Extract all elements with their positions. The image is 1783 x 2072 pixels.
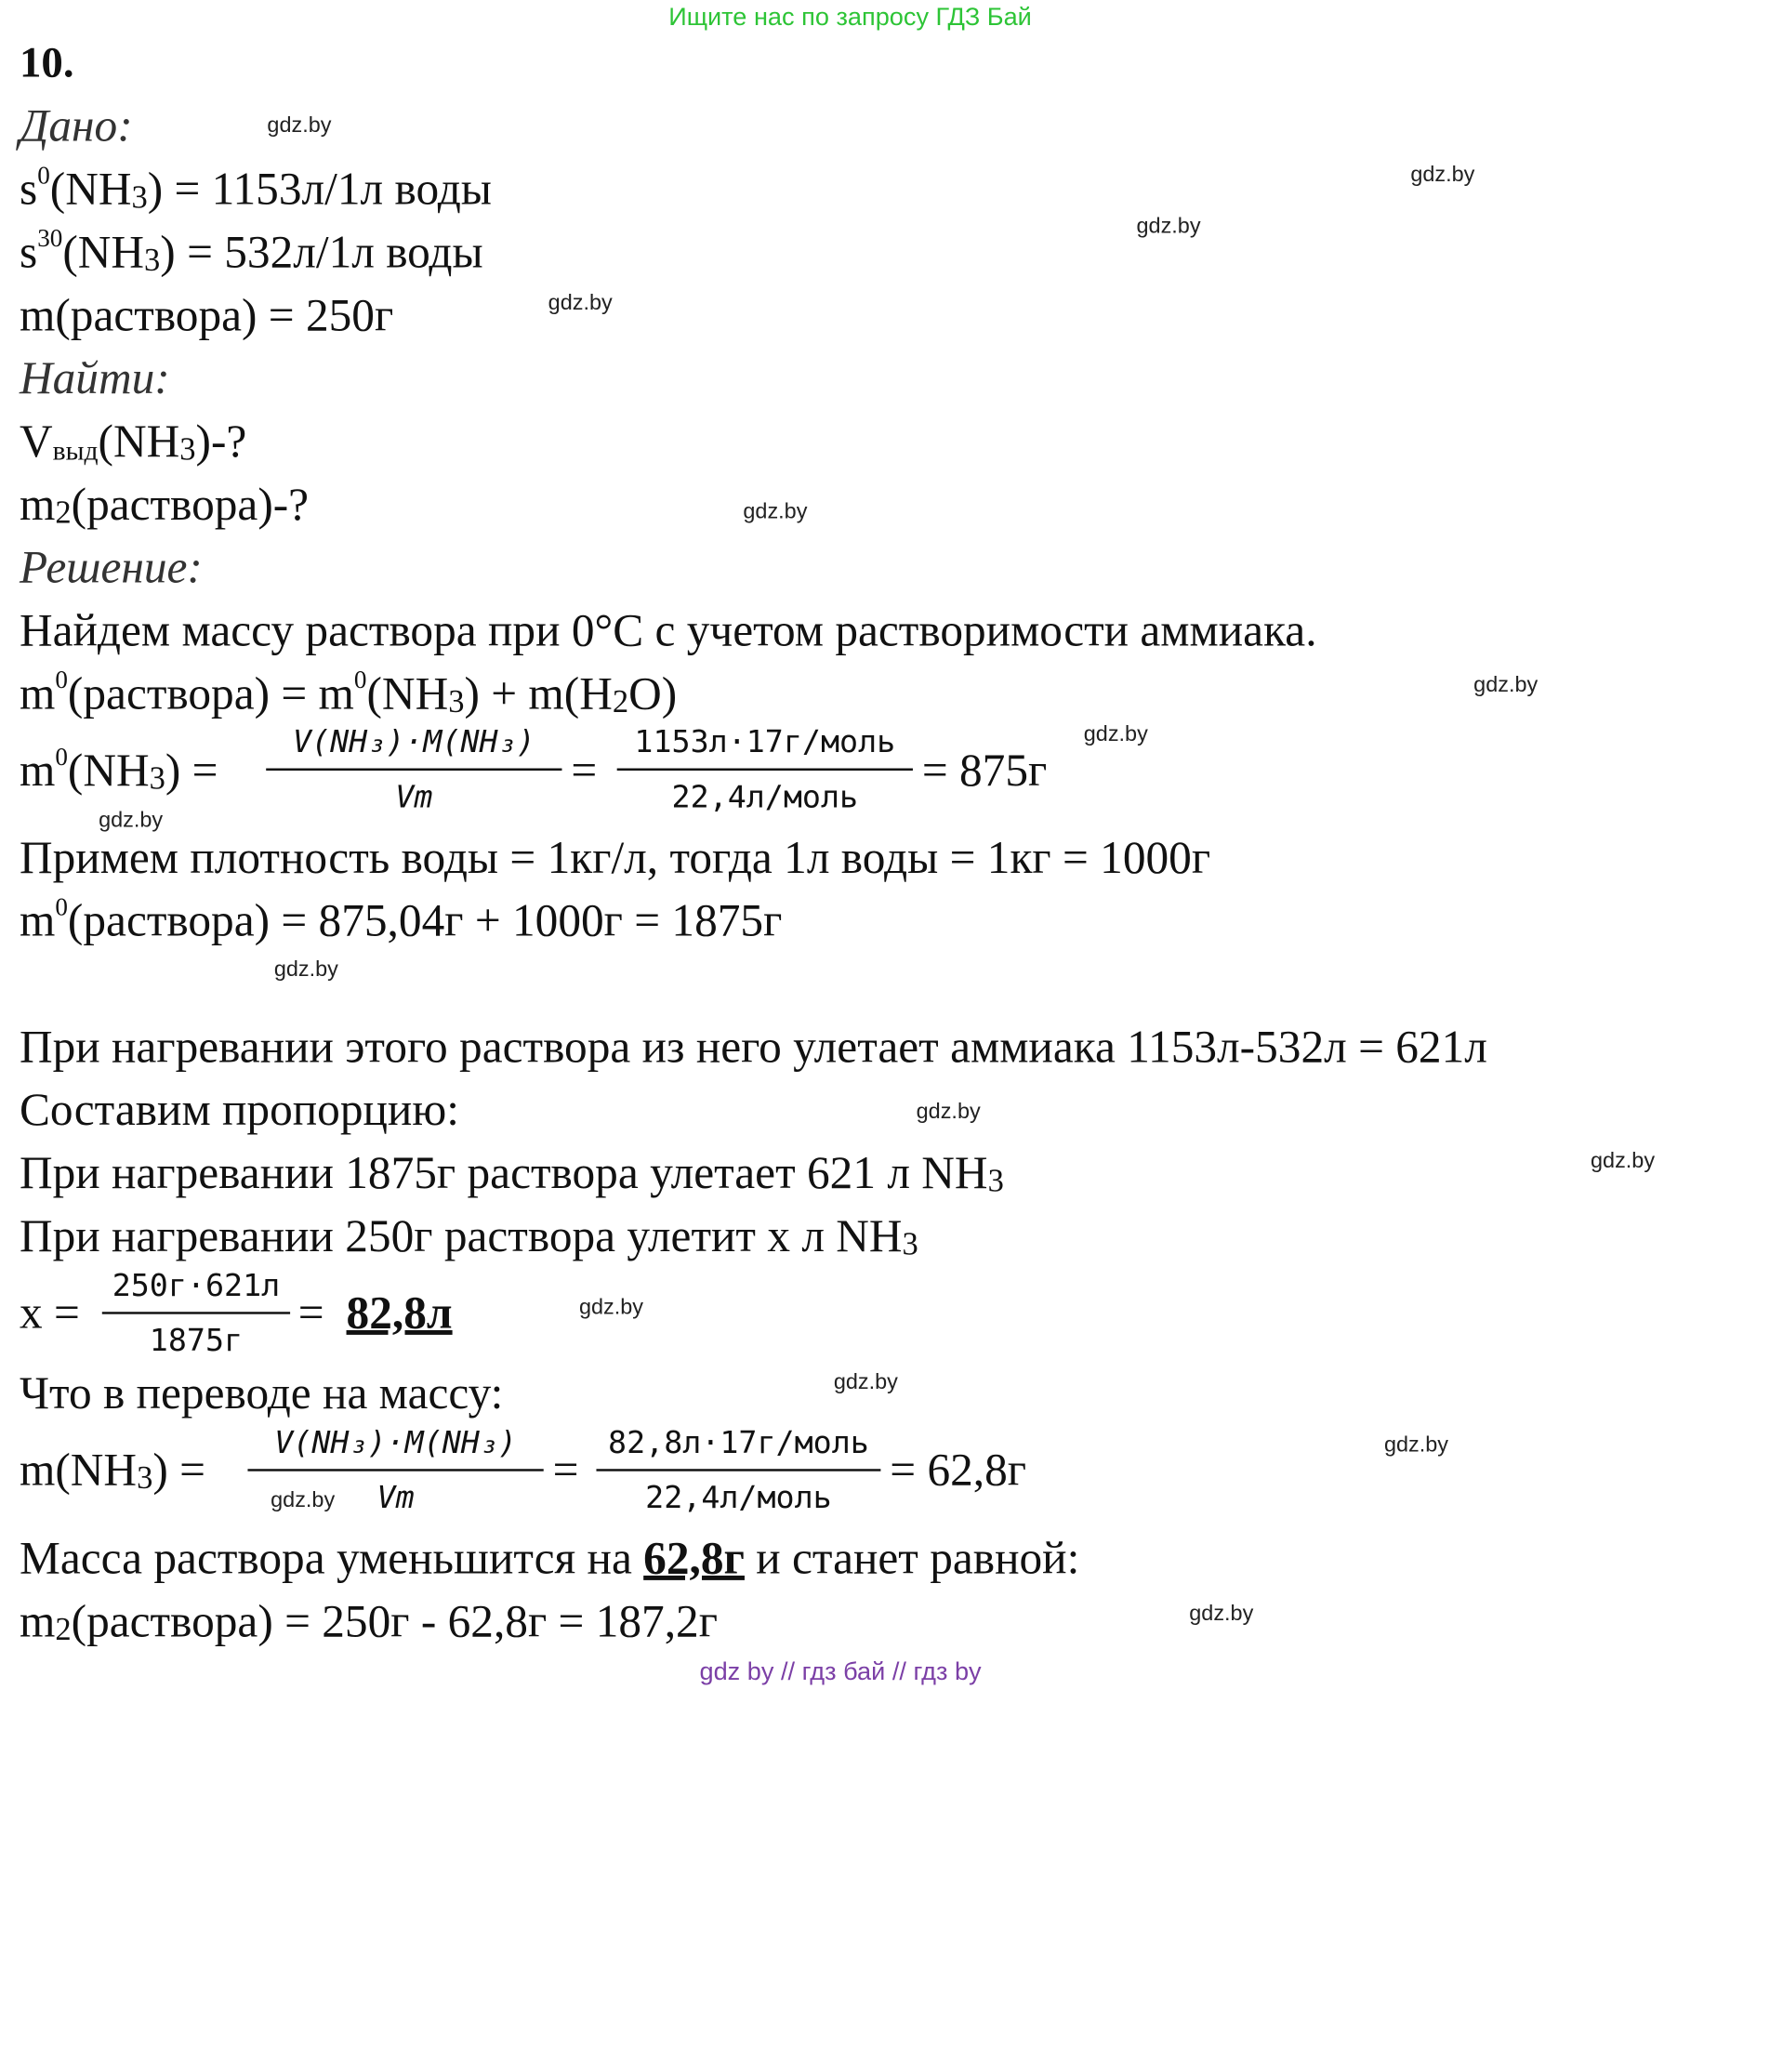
watermark: gdz.by <box>271 1488 336 1513</box>
problem-number: 10. <box>19 38 74 87</box>
given-s30: $s^{30}(NH_3) = 532л/1л$ воды <box>19 223 483 279</box>
step-3-lhs: $m^0(NH_3)$ = <box>19 742 218 798</box>
watermark: gdz.by <box>1473 673 1539 698</box>
step-11-lhs: $m(NH_3)$ = <box>19 1444 205 1497</box>
given-s0: $s^0(NH_3) = 1153л/1л$ воды <box>19 160 492 216</box>
solution-label: Решение: <box>19 541 203 593</box>
step-5: $m^0(раствора) = 875,04г + 1000г = 1875г$ <box>19 891 783 946</box>
watermark: gdz.by <box>578 1295 644 1320</box>
watermark: gdz.by <box>1136 214 1201 239</box>
watermark: gdz.by <box>1189 1602 1254 1627</box>
watermark: gdz.by <box>916 1100 981 1124</box>
given-m-solution: m(раствора) = 250г <box>19 288 394 341</box>
step-10: Что в переводе на массу: <box>19 1366 504 1419</box>
step-9: При нагревании 250г раствора улетит x л $NH_3$ <box>19 1209 918 1263</box>
equals-sign-x: = <box>297 1287 324 1339</box>
find-label: Найти: <box>19 351 170 404</box>
find-volume: $V_{выд}(NH_3)-$? <box>19 415 247 469</box>
given-label: Дано: <box>19 99 133 152</box>
watermark: gdz.by <box>267 113 332 139</box>
equals-sign-1: = <box>571 744 598 797</box>
watermark: gdz.by <box>99 808 164 833</box>
fraction-v-m-over-vm-2: V(NH₃)·M(NH₃) Vm <box>247 1425 543 1528</box>
fraction-x: 250г·621л 1875г <box>102 1268 290 1371</box>
step-12: Масса раствора уменьшится на 62,8г и станет равной: <box>19 1532 1080 1584</box>
step-11-result: = 62,8г <box>890 1444 1027 1496</box>
watermark: gdz.by <box>833 1370 898 1395</box>
watermark: gdz.by <box>743 499 808 524</box>
step-13: $m_2(раствора) = 250г - 62,8г = 187,2г$ <box>19 1594 718 1648</box>
watermark: gdz.by <box>1083 722 1148 747</box>
step-3-result: = 875г <box>921 744 1048 797</box>
fraction-82-8: 82,8л·17г/моль 22,4л/моль <box>596 1425 880 1528</box>
step-8: При нагревании 1875г раствора улетает 621 л $NH_3$ <box>19 1146 1004 1200</box>
search-banner: Ищите нас по запросу ГДЗ Бай <box>668 2 1032 32</box>
step-4: Примем плотность воды = 1кг/л, тогда 1л воды = 1кг = 1000г <box>19 831 1211 883</box>
x-lhs: x = <box>19 1287 80 1339</box>
step-6: При нагревании этого раствора из него улетает аммиака 1153л-532л = 621л <box>19 1020 1487 1073</box>
fraction-1153-17: 1153л·17г/моль 22,4л/моль <box>617 725 913 828</box>
fraction-v-m-over-vm-1: V(NH₃)·M(NH₃) Vm <box>266 725 561 828</box>
find-mass2: $m_2(раствора)-$? <box>19 478 310 532</box>
step-7: Составим пропорцию: <box>19 1083 459 1136</box>
watermark: gdz.by <box>1410 163 1475 188</box>
watermark: gdz.by <box>1591 1149 1656 1173</box>
watermark: gdz.by <box>548 291 613 316</box>
equals-sign-2: = <box>552 1444 579 1496</box>
watermark: gdz.by <box>1383 1433 1449 1458</box>
footer-links: gdz by // гдз бай // гдз by <box>699 1656 982 1686</box>
step-1: Найдем массу раствора при 0°С с учетом растворимости аммиака. <box>19 604 1317 656</box>
watermark: gdz.by <box>273 957 338 982</box>
step-2: $m^0(раствора) = m^0(NH_3) + m(H_2O)$ <box>19 665 678 720</box>
x-result: 82,8л <box>346 1287 453 1339</box>
